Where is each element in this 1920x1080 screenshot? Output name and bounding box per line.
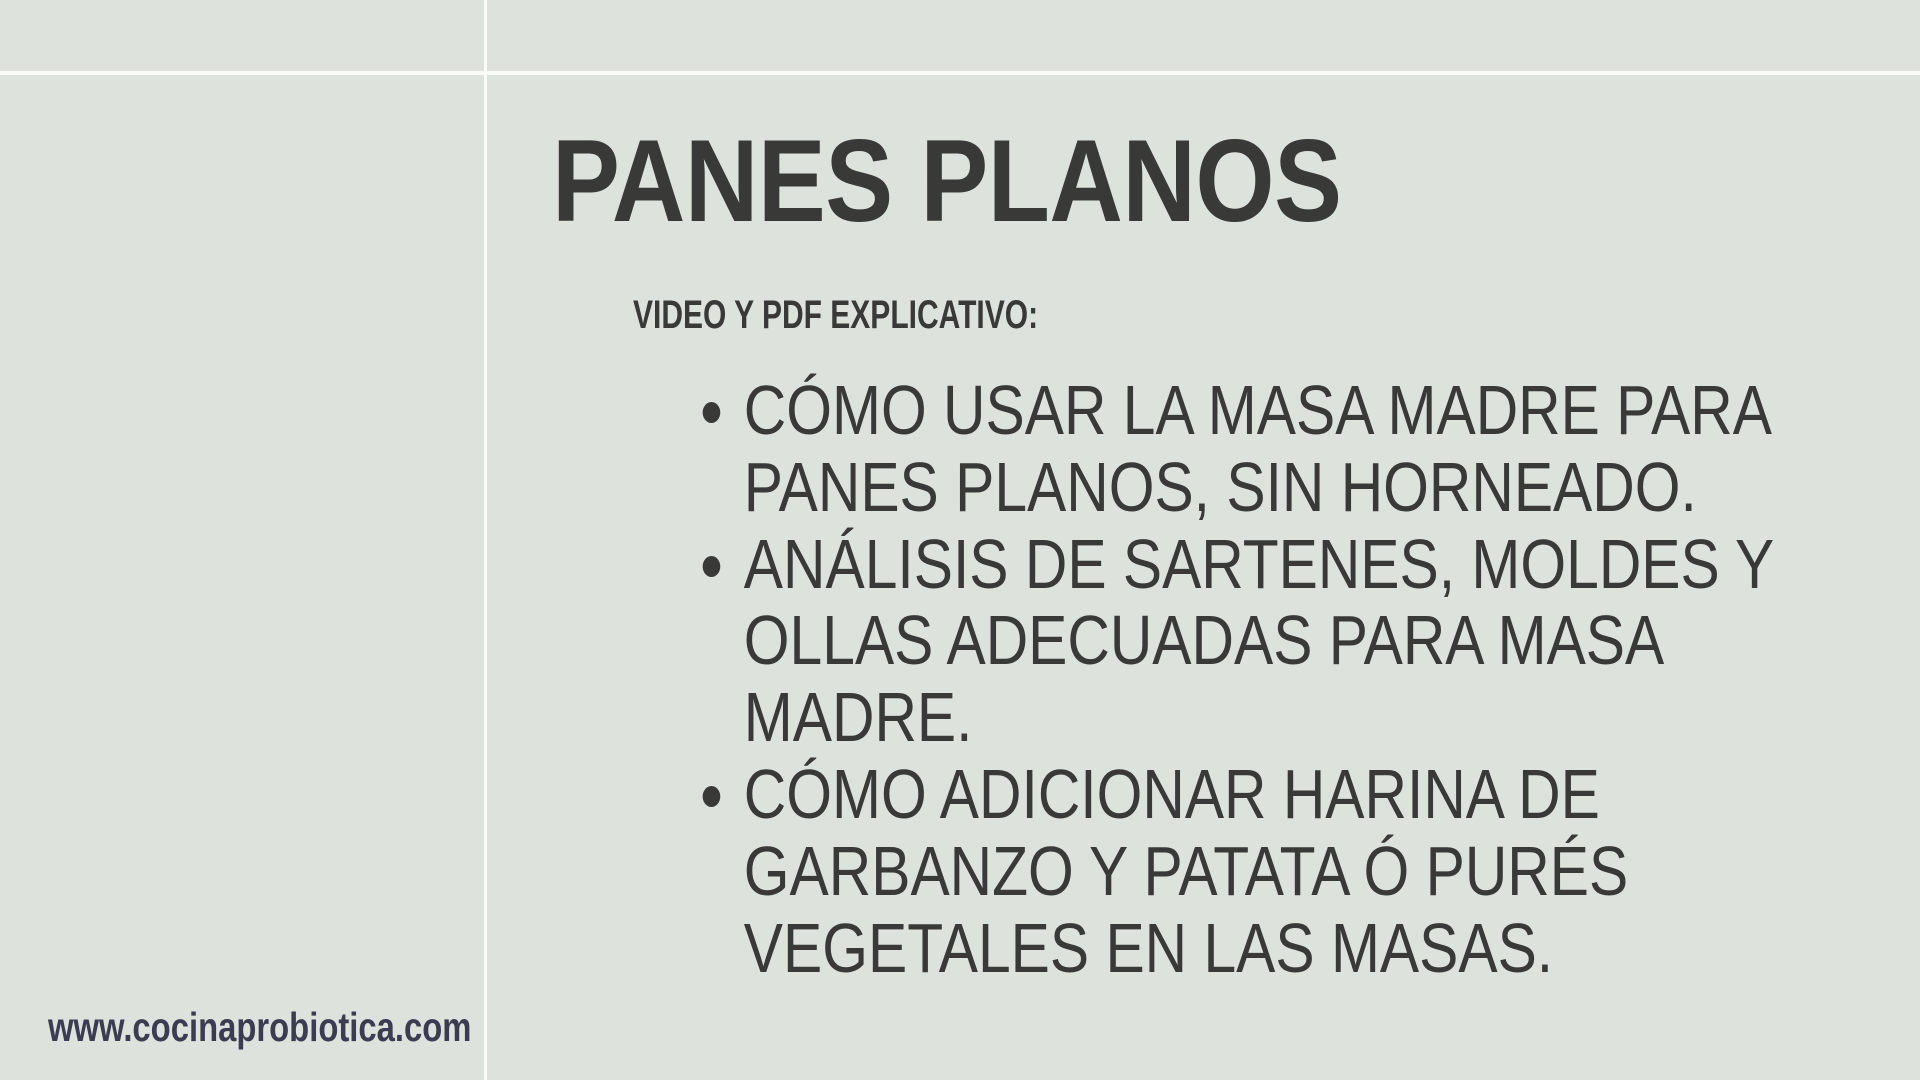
subtitle: VIDEO Y PDF EXPLICATIVO: <box>633 293 1039 337</box>
bullet-item: • ANÁLISIS DE SARTENES, MOLDES Y OLLAS ADECUADAS PARA MASA MADRE. <box>744 526 1798 756</box>
bullet-item: • CÓMO USAR LA MASA MADRE PARA PANES PLANOS, SIN HORNEADO. <box>744 372 1798 526</box>
vertical-divider-line <box>484 0 487 1080</box>
bullet-item: • CÓMO ADICIONAR HARINA DE GARBANZO Y PATATA Ó PURÉS VEGETALES EN LAS MASAS. <box>744 756 1798 986</box>
horizontal-divider-line <box>0 71 1920 75</box>
bullet-list <box>685 372 1798 986</box>
page-title: PANES PLANOS <box>552 115 1342 246</box>
website-url: www.cocinaprobiotica.com <box>48 1004 472 1050</box>
